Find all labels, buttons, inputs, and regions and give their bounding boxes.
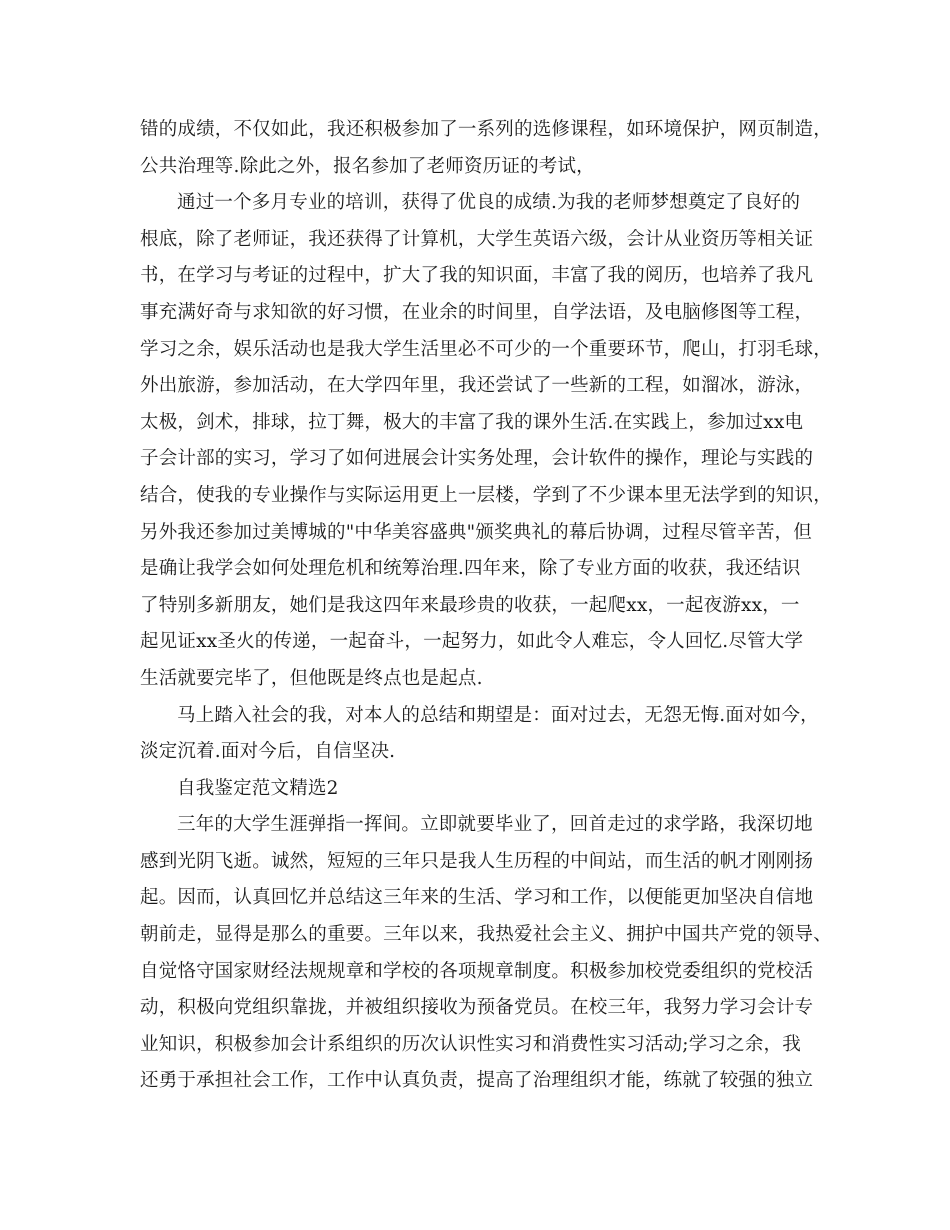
text-line: 动，积极向党组织靠拢，并被组织接收为预备党员。在校三年，我努力学习会计专 bbox=[140, 997, 814, 1019]
text-line: 公共治理等.除此之外，报名参加了老师资历证的考试， bbox=[140, 155, 595, 177]
text-line: 生活就要完毕了，但他既是终点也是起点. bbox=[140, 667, 483, 689]
text-line: 还勇于承担社会工作，工作中认真负责，提高了治理组织才能，练就了较强的独立 bbox=[140, 1070, 814, 1092]
text-line: 学习之余，娱乐活动也是我大学生活里必不可少的一个重要环节，爬山，打羽毛球， bbox=[140, 338, 832, 360]
text-line: 自我鉴定范文精选2 bbox=[177, 777, 339, 799]
text-line: 淡定沉着.面对今后，自信坚决. bbox=[140, 741, 396, 763]
text-line: 朝前走，显得是那么的重要。三年以来，我热爱社会主义、拥护中国共产党的领导、 bbox=[140, 924, 832, 946]
text-line: 业知识，积极参加会计系组织的历次认识性实习和消费性实习活动;学习之余，我 bbox=[140, 1033, 801, 1055]
text-line: 事充满好奇与求知欲的好习惯，在业余的时间里，自学法语，及电脑修图等工程， bbox=[140, 301, 814, 323]
text-line: 另外我还参加过美博城的"中华美容盛典"颁奖典礼的幕后协调，过程尽管辛苦，但 bbox=[140, 521, 812, 543]
text-line: 子会计部的实习，学习了如何进展会计实务处理，会计软件的操作，理论与实践的 bbox=[140, 448, 814, 470]
text-line: 错的成绩，不仅如此，我还积极参加了一系列的选修课程，如环境保护，网页制造， bbox=[140, 119, 832, 140]
text-line: 是确让我学会如何处理危机和统筹治理.四年来，除了专业方面的收获，我还结识 bbox=[140, 558, 801, 580]
text-line: 起。因而，认真回忆并总结这三年来的生活、学习和工作，以便能更加坚决自信地 bbox=[140, 887, 814, 909]
text-line: 太极，剑术，排球，拉丁舞，极大的丰富了我的课外生活.在实践上，参加过xx电 bbox=[140, 411, 804, 433]
text-line: 外出旅游，参加活动，在大学四年里，我还尝试了一些新的工程，如溜冰，游泳， bbox=[140, 375, 814, 397]
text-line: 书，在学习与考证的过程中，扩大了我的知识面，丰富了我的阅历，也培养了我凡 bbox=[140, 265, 814, 287]
text-line: 感到光阴飞逝。诚然，短短的三年只是我人生历程的中间站，而生活的帆才刚刚扬 bbox=[140, 850, 814, 872]
text-line: 根底，除了老师证，我还获得了计算机，大学生英语六级，会计从业资历等相关证 bbox=[140, 228, 814, 250]
text-line: 自觉恪守国家财经法规规章和学校的各项规章制度。积极参加校党委组织的党校活 bbox=[140, 960, 814, 982]
document-body bbox=[140, 112, 830, 1100]
text-line: 起见证xx圣火的传递，一起奋斗，一起努力，如此令人难忘，令人回忆.尽管大学 bbox=[140, 631, 804, 653]
text-line: 结合，使我的专业操作与实际运用更上一层楼，学到了不少课本里无法学到的知识， bbox=[140, 484, 832, 506]
text-line: 马上踏入社会的我，对本人的总结和期望是：面对过去，无怨无悔.面对如今， bbox=[177, 704, 819, 726]
text-line: 通过一个多月专业的培训，获得了优良的成绩.为我的老师梦想奠定了良好的 bbox=[177, 192, 801, 214]
text-line: 了特别多新朋友，她们是我这四年来最珍贵的收获，一起爬xx，一起夜游xx，一 bbox=[140, 594, 800, 616]
text-line: 三年的大学生涯弹指一挥间。立即就要毕业了，回首走过的求学路，我深切地 bbox=[177, 814, 813, 836]
